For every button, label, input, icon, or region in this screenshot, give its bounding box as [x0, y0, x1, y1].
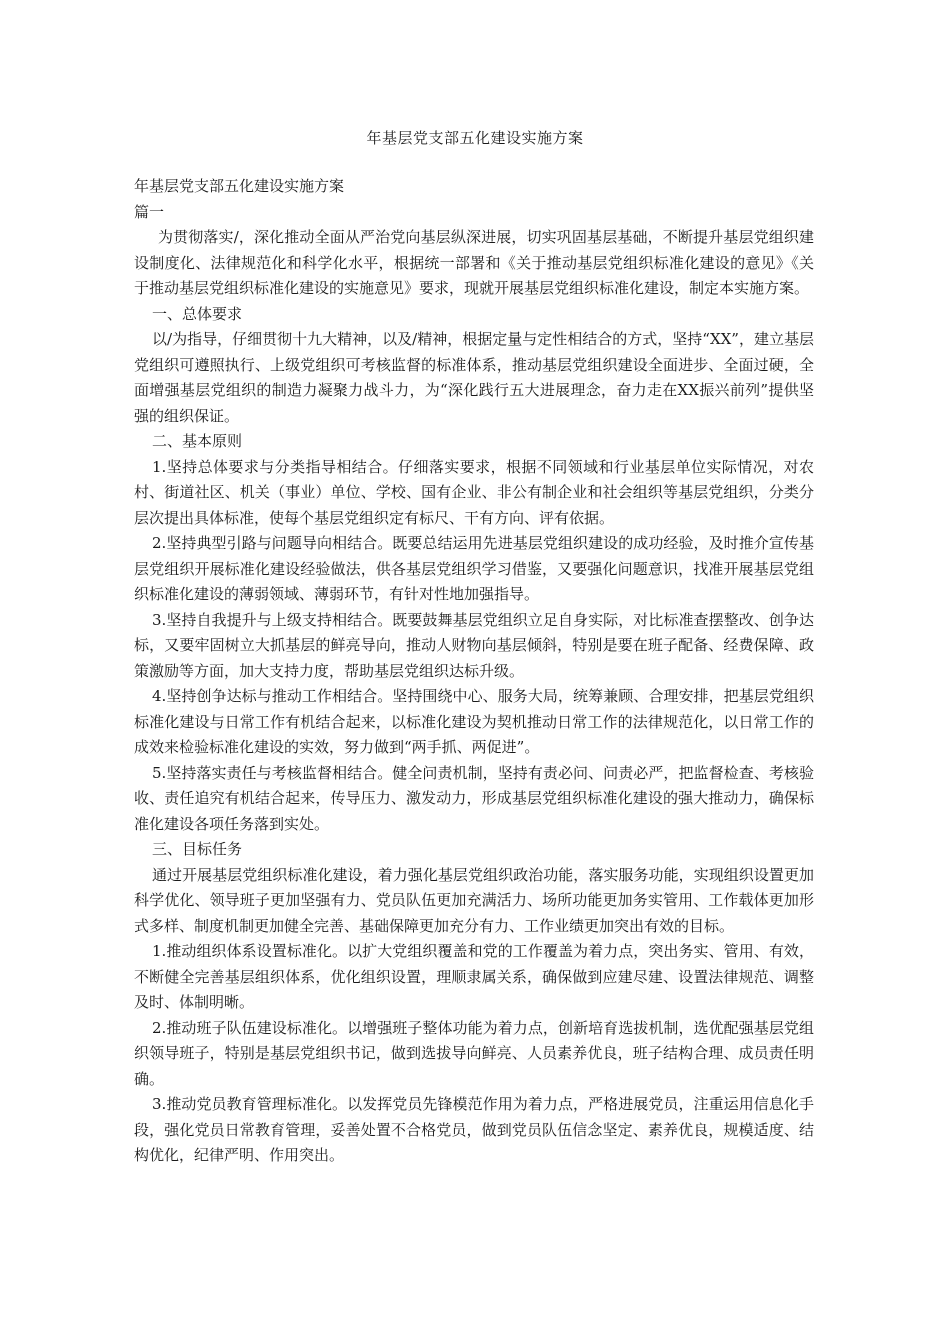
paragraph: 二、基本原则 — [152, 432, 243, 450]
paragraph: 1.坚持总体要求与分类指导相结合。仔细落实要求，根据不同领域和行业基层单位实际情况，对农村、街道社区、机关（事业）单位、学校、国有企业、非公有制企业和社会组织等基层党组织，分类分层次提出具体标准，使每个基层党组织定有标尺、干有方向、评有依据。 — [134, 457, 814, 527]
paragraph: 为贯彻落实/，深化推动全面从严治党向基层纵深进展，切实巩固基层基础，不断提升基层党组织建设制度化、法律规范化和科学化水平，根据统一部署和《关于推动基层党组织标准化建设的意见》《关于推动基层党组织标准化建设的实施意见》要求，现就开展基层党组织标准化建设，制定本实施方案。 — [134, 228, 814, 297]
document-body — [134, 174, 814, 1169]
paragraph: 年基层党支部五化建设实施方案 — [134, 177, 345, 195]
paragraph: 以/为指导，仔细贯彻十九大精神，以及/精神，根据定量与定性相结合的方式，坚持“XX”，建立基层党组织可遵照执行、上级党组织可考核监督的标准体系，推动基层党组织建设全面进步、全面过硬，全面增强基层党组织的制造力凝聚力战斗力，为“深化践行五大进展理念，奋力走在XX振兴前列”提供坚强的组织保证。 — [134, 330, 814, 425]
paragraph: 2.推动班子队伍建设标准化。以增强班子整体功能为着力点，创新培育选拔机制，选优配强基层党组织领导班子，特别是基层党组织书记，做到选拔导向鲜亮、人员素养优良，班子结构合理、成员责任明确。 — [134, 1018, 814, 1088]
paragraph: 一、总体要求 — [152, 304, 243, 323]
paragraph: 三、目标任务 — [152, 840, 243, 858]
document-title: 年基层党支部五化建设实施方案 — [366, 129, 584, 147]
paragraph: 通过开展基层党组织标准化建设，着力强化基层党组织政治功能，落实服务功能，实现组织设置更加科学优化、领导班子更加坚强有力、党员队伍更加充满活力、场所功能更加务实管用、工作载体更加形式多样、制度机制更加健全完善、基础保障更加充分有力、工作业绩更加突出有效的目标。 — [134, 865, 814, 935]
paragraph: 篇一 — [134, 202, 165, 221]
paragraph: 1.推动组织体系设置标准化。以扩大党组织覆盖和党的工作覆盖为着力点，突出务实、管用、有效，不断健全完善基层组织体系，优化组织设置，理顺隶属关系，确保做到应建尽建、设置法律规范、调整及时、体制明晰。 — [134, 942, 814, 1011]
paragraph: 4.坚持创争达标与推动工作相结合。坚持围绕中心、服务大局，统筹兼顾、合理安排，把基层党组织标准化建设与日常工作有机结合起来，以标准化建设为契机推动日常工作的法律规范化，以日常工作的成效来检验标准化建设的实效，努力做到“两手抓、两促进”。 — [134, 687, 814, 756]
paragraph: 3.推动党员教育管理标准化。以发挥党员先锋模范作用为着力点，严格进展党员，注重运用信息化手段，强化党员日常教育管理，妥善处置不合格党员，做到党员队伍信念坚定、素养优良，规模适度、结构优化，纪律严明、作用突出。 — [134, 1095, 814, 1164]
paragraph: 3.坚持自我提升与上级支持相结合。既要鼓舞基层党组织立足自身实际，对比标准查摆整改、创争达标，又要牢固树立大抓基层的鲜亮导向，推动人财物向基层倾斜，特别是要在班子配备、经费保障、政策激励等方面，加大支持力度，帮助基层党组织达标升级。 — [134, 610, 814, 680]
paragraph: 5.坚持落实责任与考核监督相结合。健全问责机制，坚持有责必问、问责必严，把监督检查、考核验收、责任追究有机结合起来，传导压力、激发动力，形成基层党组织标准化建设的强大推动力，确保标准化建设各项任务落到实处。 — [134, 763, 814, 833]
paragraph: 2.坚持典型引路与问题导向相结合。既要总结运用先进基层党组织建设的成功经验，及时推介宣传基层党组织开展标准化建设经验做法，供各基层党组织学习借鉴，又要强化问题意识，找准开展基层党组织标准化建设的薄弱领域、薄弱环节，有针对性地加强指导。 — [134, 534, 814, 603]
